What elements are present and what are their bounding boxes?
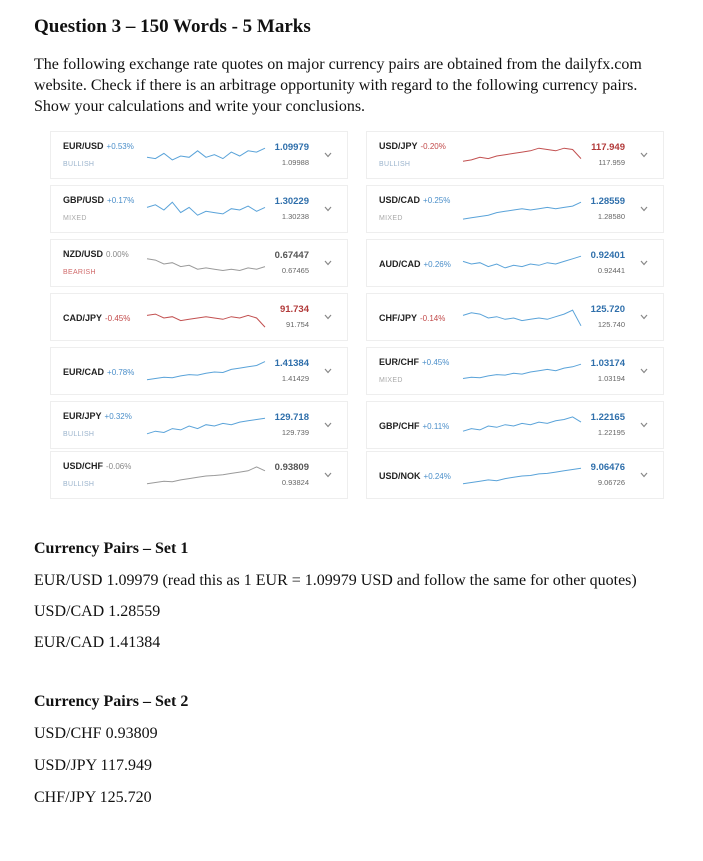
set1-line: EUR/CAD 1.41384 xyxy=(34,634,161,651)
sparkline-path xyxy=(147,467,265,484)
pair-change: +0.26% xyxy=(423,260,451,269)
sparkline-chart xyxy=(462,249,582,279)
rate-card-gbp-usd[interactable] xyxy=(50,185,348,233)
currency-pair xyxy=(63,141,134,151)
chevron-down-icon[interactable] xyxy=(639,367,649,375)
bid-price: 0.92401 xyxy=(590,250,625,261)
rate-card-cad-jpy[interactable] xyxy=(50,293,348,341)
chevron-down-icon[interactable] xyxy=(639,151,649,159)
currency-pair xyxy=(379,259,451,269)
pair-name: NZD/USD xyxy=(63,249,103,259)
pair-name: USD/CAD xyxy=(379,195,421,205)
pair-name: EUR/USD xyxy=(63,141,104,151)
pair-change: +0.24% xyxy=(423,472,451,481)
chevron-down-icon[interactable] xyxy=(639,313,649,321)
currency-pair xyxy=(379,421,449,431)
pair-change: +0.25% xyxy=(423,196,451,205)
set2-line: USD/JPY 117.949 xyxy=(34,757,152,774)
intro-line: Show your calculations and write your conclusions. xyxy=(34,98,366,115)
ask-price: 0.92441 xyxy=(597,266,625,275)
currency-pair xyxy=(379,313,445,323)
set1-heading: Currency Pairs – Set 1 xyxy=(34,540,189,557)
sentiment-label: BULLISH xyxy=(63,161,95,168)
currency-pair xyxy=(379,141,446,151)
sparkline-chart xyxy=(146,357,266,387)
intro-line: The following exchange rate quotes on major currency pairs are obtained from the dailyfx.com xyxy=(34,56,642,73)
chevron-down-icon[interactable] xyxy=(323,259,333,267)
sparkline-path xyxy=(147,362,265,380)
sentiment-label: BEARISH xyxy=(63,269,96,276)
intro-line: website. Check if there is an arbitrage opportunity with regard to the following currency pairs. xyxy=(34,77,638,94)
set2-heading: Currency Pairs – Set 2 xyxy=(34,693,189,710)
ask-price: 91.754 xyxy=(286,320,309,329)
sparkline-chart xyxy=(462,461,582,491)
chevron-down-icon[interactable] xyxy=(639,471,649,479)
pair-name: USD/NOK xyxy=(379,471,421,481)
sentiment-label: MIXED xyxy=(379,377,403,384)
sparkline-chart xyxy=(146,195,266,225)
chevron-down-icon[interactable] xyxy=(323,313,333,321)
currency-pair xyxy=(63,195,134,205)
currency-pair xyxy=(63,461,131,471)
rate-card-eur-usd[interactable] xyxy=(50,131,348,179)
sparkline-path xyxy=(147,259,265,271)
rate-card-usd-chf[interactable] xyxy=(50,451,348,499)
set1-line: EUR/USD 1.09979 (read this as 1 EUR = 1.09979 USD and follow the same for other quotes) xyxy=(34,572,637,589)
sparkline-chart xyxy=(146,141,266,171)
sparkline-path xyxy=(463,364,581,378)
bid-price: 1.22165 xyxy=(590,412,625,423)
ask-price: 129.739 xyxy=(281,428,309,437)
chevron-down-icon[interactable] xyxy=(323,151,333,159)
sparkline-path xyxy=(463,148,581,161)
bid-price: 117.949 xyxy=(591,142,625,153)
currency-pair xyxy=(63,411,132,421)
rate-card-eur-jpy[interactable] xyxy=(50,401,348,449)
sparkline-path xyxy=(463,417,581,431)
ask-price: 1.28580 xyxy=(597,212,625,221)
sentiment-label: BULLISH xyxy=(379,161,411,168)
rate-card-usd-jpy[interactable] xyxy=(366,131,664,179)
set2-line: CHF/JPY 125.720 xyxy=(34,789,152,806)
chevron-down-icon[interactable] xyxy=(323,471,333,479)
sparkline-path xyxy=(147,314,265,327)
chevron-down-icon[interactable] xyxy=(323,367,333,375)
ask-price: 125.740 xyxy=(597,320,625,329)
sparkline-path xyxy=(463,310,581,326)
sparkline-chart xyxy=(146,411,266,441)
bid-price: 1.30229 xyxy=(274,196,309,207)
pair-change: +0.53% xyxy=(106,142,134,151)
pair-name: EUR/JPY xyxy=(63,411,102,421)
rate-card-gbp-chf[interactable] xyxy=(366,401,664,449)
pair-change: -0.45% xyxy=(105,314,131,323)
pair-change: +0.32% xyxy=(104,412,132,421)
bid-price: 125.720 xyxy=(590,304,625,315)
sparkline-chart xyxy=(146,249,266,279)
pair-change: +0.78% xyxy=(107,368,135,377)
ask-price: 1.41429 xyxy=(281,374,309,383)
sentiment-label: MIXED xyxy=(63,215,87,222)
currency-pair xyxy=(63,249,129,259)
ask-price: 1.22195 xyxy=(597,428,625,437)
currency-pair xyxy=(379,195,450,205)
ask-price: 117.959 xyxy=(598,158,625,167)
sparkline-chart xyxy=(146,461,266,491)
set2-line: USD/CHF 0.93809 xyxy=(34,725,158,742)
ask-price: 9.06726 xyxy=(597,478,625,487)
rate-card-eur-chf[interactable] xyxy=(366,347,664,395)
rate-card-usd-cad[interactable] xyxy=(366,185,664,233)
chevron-down-icon[interactable] xyxy=(323,205,333,213)
bid-price: 1.41384 xyxy=(274,358,309,369)
sparkline-path xyxy=(463,202,581,219)
pair-name: AUD/CAD xyxy=(379,259,421,269)
ask-price: 0.67465 xyxy=(281,266,309,275)
ask-price: 1.30238 xyxy=(281,212,309,221)
bid-price: 1.03174 xyxy=(590,358,625,369)
pair-change: -0.14% xyxy=(420,314,446,323)
bid-price: 1.28559 xyxy=(590,196,625,207)
pair-change: +0.45% xyxy=(422,358,450,367)
chevron-down-icon[interactable] xyxy=(323,421,333,429)
bid-price: 129.718 xyxy=(274,412,309,423)
sentiment-label: MIXED xyxy=(379,215,403,222)
sparkline-path xyxy=(147,202,265,215)
pair-name: USD/JPY xyxy=(379,141,418,151)
sparkline-path xyxy=(147,148,265,160)
rate-card-usd-nok[interactable] xyxy=(366,451,664,499)
question-title: Question 3 – 150 Words - 5 Marks xyxy=(34,16,311,37)
question-intro xyxy=(34,54,684,117)
pair-name: CAD/JPY xyxy=(63,313,103,323)
sparkline-chart xyxy=(462,195,582,225)
pair-change: -0.06% xyxy=(106,462,132,471)
pair-name: USD/CHF xyxy=(63,461,103,471)
sentiment-label: BULLISH xyxy=(63,481,95,488)
pair-name: GBP/USD xyxy=(63,195,105,205)
sparkline-path xyxy=(147,418,265,434)
exchange-rate-grid xyxy=(50,131,660,497)
rate-card-nzd-usd[interactable] xyxy=(50,239,348,287)
pair-change: -0.20% xyxy=(420,142,446,151)
chevron-down-icon[interactable] xyxy=(639,421,649,429)
sparkline-chart xyxy=(146,303,266,333)
sparkline-path xyxy=(463,256,581,268)
pair-name: EUR/CHF xyxy=(379,357,419,367)
sparkline-path xyxy=(463,468,581,484)
currency-pair xyxy=(63,313,130,323)
bid-price: 0.93809 xyxy=(274,462,309,473)
pair-change: 0.00% xyxy=(106,250,129,259)
bid-price: 1.09979 xyxy=(274,142,309,153)
bid-price: 9.06476 xyxy=(590,462,625,473)
sparkline-chart xyxy=(462,357,582,387)
pair-change: +0.17% xyxy=(107,196,135,205)
set1-line: USD/CAD 1.28559 xyxy=(34,603,161,620)
bid-price: 91.734 xyxy=(279,304,309,315)
pair-change: +0.11% xyxy=(422,422,450,431)
pair-name: CHF/JPY xyxy=(379,313,418,323)
currency-pair xyxy=(379,357,449,367)
sentiment-label: BULLISH xyxy=(63,431,95,438)
sparkline-chart xyxy=(462,303,582,333)
sparkline-chart xyxy=(462,141,582,171)
chevron-down-icon[interactable] xyxy=(639,259,649,267)
sparkline-chart xyxy=(462,411,582,441)
chevron-down-icon[interactable] xyxy=(639,205,649,213)
rate-card-aud-cad[interactable] xyxy=(366,239,664,287)
ask-price: 1.03194 xyxy=(597,374,625,383)
rate-card-chf-jpy[interactable] xyxy=(366,293,664,341)
rate-card-eur-cad[interactable] xyxy=(50,347,348,395)
bid-price: 0.67447 xyxy=(274,250,309,261)
pair-name: EUR/CAD xyxy=(63,367,105,377)
currency-pair xyxy=(379,471,451,481)
currency-pair xyxy=(63,367,134,377)
ask-price: 1.09988 xyxy=(281,158,309,167)
ask-price: 0.93824 xyxy=(281,478,309,487)
pair-name: GBP/CHF xyxy=(379,421,420,431)
